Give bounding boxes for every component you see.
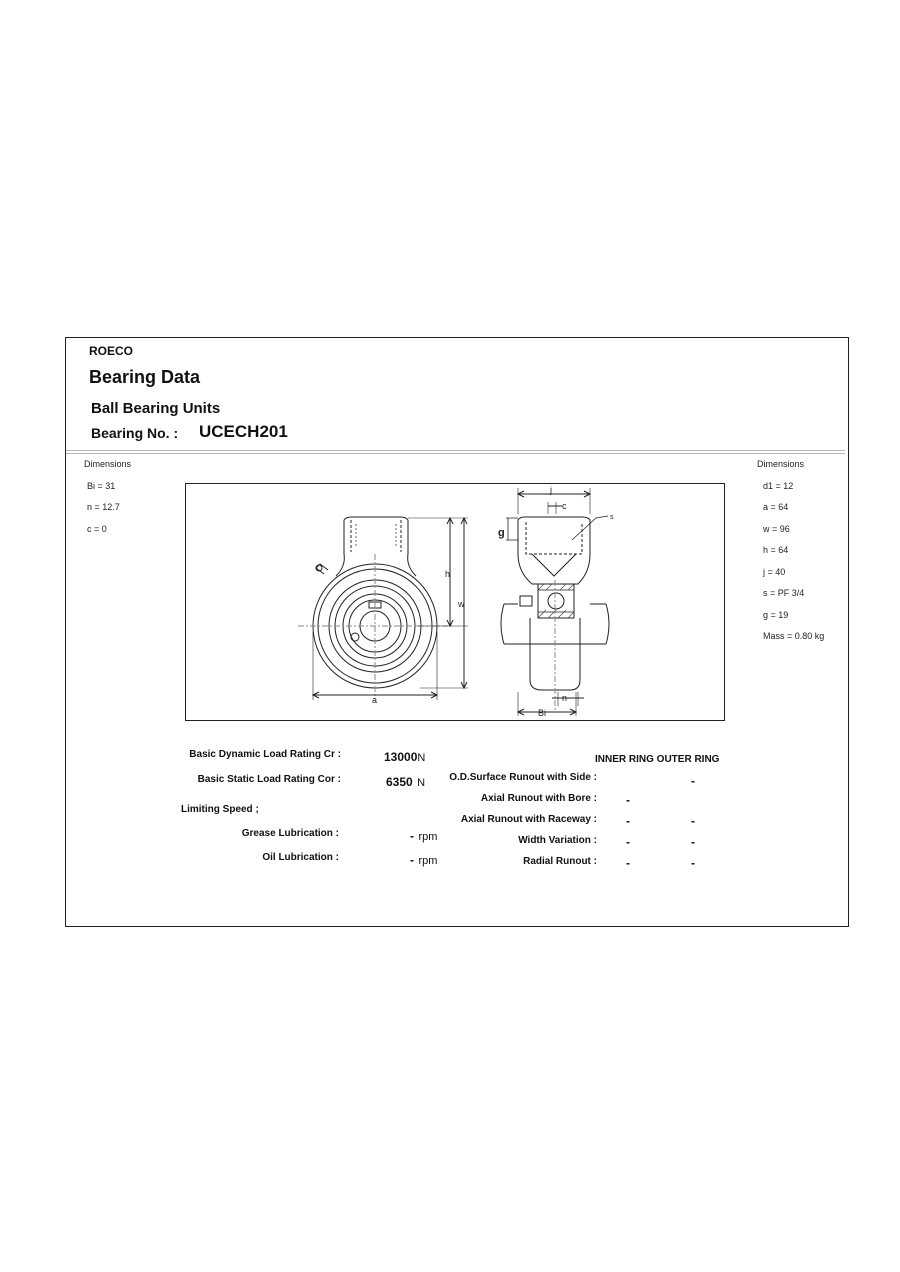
- thread-inner-lines: [356, 524, 396, 548]
- label-a: a: [372, 695, 378, 705]
- runout-axial-raceway-outer: -: [691, 814, 695, 828]
- side-collar: [520, 596, 532, 606]
- dynamic-load-value-group: [384, 748, 425, 766]
- grease-lubrication-label: Grease Lubrication :: [241, 828, 339, 839]
- oil-unit: rpm: [418, 855, 438, 867]
- setscrew-side: [351, 633, 359, 641]
- product-category: Ball Bearing Units: [91, 400, 221, 417]
- dim-a: a = 64: [763, 502, 789, 512]
- label-s: s: [610, 514, 614, 521]
- dim-mass: Mass = 0.80 kg: [763, 631, 825, 641]
- runout-axial-bore-label: Axial Runout with Bore :: [480, 793, 597, 804]
- header-divider-2: [66, 453, 845, 454]
- bearing-drawing-svg: [186, 484, 724, 720]
- dims-right-heading: Dimensions: [757, 459, 805, 469]
- label-g: g: [498, 527, 505, 539]
- oil-lubrication-label: Oil Lubrication :: [262, 852, 339, 863]
- label-j: j: [550, 485, 552, 495]
- runout-width-variation-outer: -: [691, 835, 695, 849]
- n-extension-lines: [558, 692, 578, 706]
- limiting-speed-label: Limiting Speed ;: [181, 804, 259, 815]
- grease-value: -: [410, 829, 414, 843]
- thread-hidden-lines: [351, 520, 401, 552]
- static-load-label: Basic Static Load Rating Cor :: [197, 774, 341, 785]
- runout-axial-raceway-label: Axial Runout with Raceway :: [460, 814, 597, 825]
- runout-od-surface-outer: -: [691, 774, 695, 788]
- side-cone: [532, 554, 576, 576]
- shank-left-edge: [336, 520, 344, 576]
- label-h: h: [445, 569, 451, 579]
- side-housing-head: [518, 517, 590, 584]
- dynamic-load-unit: N: [417, 752, 426, 764]
- dim-d1: d1 = 12: [763, 481, 794, 491]
- header-divider: [66, 450, 845, 451]
- dim-h: h = 64: [763, 545, 789, 555]
- static-load-value-group: [386, 773, 425, 791]
- side-view: [501, 488, 609, 716]
- shank-top: [344, 517, 408, 520]
- dim-c: c = 0: [87, 524, 107, 534]
- bearing-no-value: UCECH201: [199, 422, 288, 441]
- dim-bi: Bi = 31: [87, 481, 116, 491]
- shank-right-edge: [408, 520, 416, 576]
- label-w: w: [458, 599, 465, 609]
- static-load-unit: N: [417, 777, 426, 789]
- dynamic-load-value: 13000: [384, 750, 418, 764]
- brand-name: ROECO: [89, 344, 134, 358]
- j-extension-lines: [518, 488, 590, 514]
- dim-g: g = 19: [763, 610, 789, 620]
- runout-od-surface-label: O.D.Surface Runout with Side :: [449, 772, 597, 783]
- dim-s: s = PF 3/4: [763, 588, 805, 598]
- centerlines: [298, 554, 452, 699]
- oil-value: -: [410, 853, 414, 867]
- runout-width-variation-inner: -: [626, 835, 630, 849]
- c-extension-lines: [548, 502, 556, 514]
- dim-n: n = 12.7: [87, 502, 120, 512]
- runout-axial-raceway-inner: -: [626, 814, 630, 828]
- label-c: c: [562, 501, 567, 511]
- dynamic-load-label: Basic Dynamic Load Rating Cr :: [189, 749, 341, 760]
- runout-radial-label: Radial Runout :: [523, 856, 597, 867]
- label-n: n: [562, 693, 568, 703]
- grease-unit: rpm: [418, 831, 438, 843]
- bearing-no-label: Bearing No. :: [91, 425, 179, 441]
- dim-w: w = 96: [763, 524, 790, 534]
- g-dimension: [506, 518, 518, 540]
- bearing-drawing: [185, 483, 725, 721]
- runout-width-variation-label: Width Variation :: [518, 835, 597, 846]
- runout-radial-outer: -: [691, 856, 695, 870]
- static-load-value: 6350: [386, 775, 413, 789]
- label-bi: Bi: [538, 708, 547, 718]
- dim-j: j = 40: [763, 567, 786, 577]
- grease-value-group: [410, 827, 437, 845]
- runout-radial-inner: -: [626, 856, 630, 870]
- side-ball: [548, 593, 564, 609]
- page-title: Bearing Data: [89, 367, 201, 387]
- front-view: [298, 517, 468, 700]
- side-thread-hidden: [526, 522, 582, 554]
- oil-value-group: [410, 851, 437, 869]
- runout-header: INNER RING OUTER RING: [595, 754, 720, 765]
- section-hatch: [538, 584, 574, 618]
- runout-axial-bore-inner: -: [626, 793, 630, 807]
- dims-left-heading: Dimensions: [84, 459, 132, 469]
